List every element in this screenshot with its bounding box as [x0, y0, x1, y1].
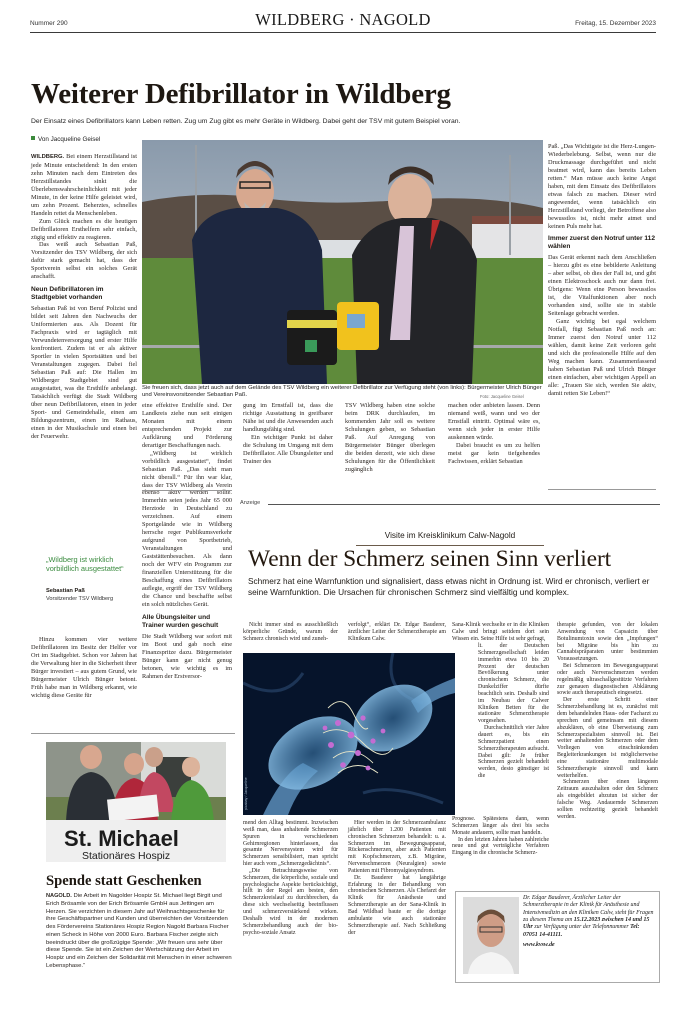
- paragraph: „Die Betrachtungsweise von Schmerzen, die körperliche, soziale und psychologische Aspekte berücksichtigt, hilft in der Regel am besten, den Schmerzkreislauf zu durchbrechen, da diese sich wechselseitig beeinflussen und schmerzverstärkend wirken. Deshalb wird in der modernen Schmerzbehandlung auch der bio-psycho-soziale Ansatz: [243, 867, 338, 936]
- paragraph: Prognose. Spätestens dann, wenn Schmerzen länger als drei bis sechs Monate andauern, sollte man handeln.: [452, 816, 549, 836]
- article-column-4: [345, 402, 435, 474]
- paragraph: Sana-Klinik wechselte er in die Kliniken Calw und bringt seitdem dort sein Wissen ein. Seine Hilfe ist sehr gefragt,: [452, 622, 549, 642]
- ad-column-1-bottom: [243, 820, 338, 936]
- photo-defibrillator-handover: [142, 140, 543, 384]
- section-divider: [31, 733, 235, 734]
- paragraph: gung im Ernstfall ist, dass die richtige Ausstattung in greifbarer Nähe ist und die Anwesenden auch handlungsfähig sind.: [243, 402, 333, 433]
- paragraph: eine effektive Ersthilfe sind. Der Landkreis ziehe nun seit einigen Monaten mit einem entsprechenden Projekt zur Aufklärung und Förderung derartiger Beschaffungen nach.: [142, 402, 232, 449]
- paragraph: Die Stadt Wildberg war sofort mit im Boot und gab noch eine Finanzspritze dazu. Bürgermeister Bünger kann gar nicht genug betonen, wie wichtig es im Rahmen der Erstversor-: [142, 632, 232, 680]
- paragraph: Dabei braucht es um zu helfen meist gar kein tiefgehendes Fachwissen, erklärt Sebastian: [448, 441, 540, 465]
- article-photo: [142, 140, 543, 384]
- dateline: WILDBERG.: [31, 154, 65, 160]
- ad-column-4: [557, 622, 658, 820]
- ad-column-3-wrap: [478, 643, 549, 780]
- subheading: Neun Defibrillatoren im Stadtgebiet vorhanden: [31, 286, 104, 302]
- spende-text: NAGOLD. Die Arbeit im Nagolder Hospiz St. Michael liegt Birgit und Erich Brösamle von der Erich Brösamle GmbH aus Jettingen am Herzen. Sie verzichten in diesem Jahr auf Weihnachtsgeschenke für ihre Geschäftspartner und Kunden und überreichten der Vorsitzenden des Fördervereins Stationäres Hospiz Region Nagold Barbara Fischer einen Scheck in Höhe von 2000 Euro. Barbara Fischer zeigte sich beeindruckt über die großzügige Spende: „Wir freuen uns sehr über diese Spende. Sie ist ein Zeichen der Wertschätzung der Arbeit im Hospiz und ein Zeichen der Solidarität mit Menschen in einer schweren Lebensphase.“: [46, 893, 232, 969]
- paragraph: therapie gefunden, von der lokalen Anwendung von Capsaicin über Botulinumtoxin sowie den „Impfungen“ bei Migräne bis hin zu Cannabispräparaten unter bestimmten Voraussetzungen.: [557, 622, 658, 663]
- issue-date: Freitag, 15. Dezember 2023: [575, 20, 656, 27]
- hospiz-sign-line1: St. Michael: [64, 826, 179, 851]
- ad-column-2-top: [348, 622, 446, 643]
- paragraph: Ganz wichtig bei egal welchem Notfall, fügt Sebastian Paß noch an: Immer zuerst den Notruf unter 112 wählen, damit keine Zeit verloren geht und sich die professionelle Hilfe auf den Weg machen kann. Zusammenfassend haben Sebastian Paß und Ulrich Bünger einen einfachen, aber wichtigen Appell an alle: „Trauen Sie sich, werden Sie aktiv, damit retten Sie Leben!“: [548, 318, 656, 397]
- article-column-1-bottom: [31, 636, 137, 700]
- paragraph: Durchschnittlich vier Jahre dauert es, bis ein Schmerzpatient einen Schmerztherapeuten aufsucht. Dabei gilt: Je früher Schmerzen gezielt behandelt werden, desto günstiger ist die: [478, 725, 549, 780]
- byline: [31, 136, 100, 143]
- subheading: Alle Übungsleiter und Trainer wurden geschult: [142, 613, 219, 629]
- ad-label: Anzeige: [240, 500, 261, 506]
- paragraph: Sebastian Paß ist von Beruf Polizist und bildet seit Jahren den Nachwuchs der Uniformierten aus. Als Dozent für Fachpraxis wird er tagtäglich mit Verwundetenversorgung und erster Hilfe konfrontiert. Zudem ist er als aktiver Sportler in vielen Sportstätten und bei Veranstaltungen zugegen. Dabei fiel Sebastian Paß auf: Die Hallen im Wildberger Stadtgebiet sind gut ausgestattet, was die Ersthilfe anbelangt. Tatsächlich verfügt die Stadt Wildberg über neun Defibrillatoren, einen in jeder Sport- und Gemeindehalle, einen am Bildungszentrum, einen im Rathaus, einen in der Musikschule und einen bei der Feuerwehr.: [31, 305, 137, 440]
- ad-column-3-top: [452, 622, 549, 643]
- dateline: NAGOLD.: [46, 893, 72, 899]
- paragraph: machen oder anbieten lassen. Denn niemand weiß, wann und wo der Ernstfall eintritt. Optimal wäre es, wenn sich jeder in erster Hilfe auskennen würde.: [448, 402, 540, 441]
- article-headline: Weiterer Defibrillator in Wildberg: [31, 78, 451, 110]
- paragraph: Nicht immer sind es ausschließlich körperliche Gründe, warum der Schmerz chronisch wird und zuneh-: [243, 622, 338, 642]
- paragraph: Das weiß auch Sebastian Paß, Vorsitzender des TSV Wildberg, der sich dafür stark gemacht hat, dass der Sportverein selbst ein solches Gerät anschafft.: [31, 241, 137, 281]
- paragraph: Schmerzen über einen längeren Zeitraum auszuhalten oder den Schmerz als eingebildet abzutun ist sicher der falsche Weg. Andauernde Schmerzen sollten rechtzeitig gezielt behandelt werden.: [557, 779, 658, 820]
- subheading: Immer zuerst den Notruf unter 112 wählen: [548, 235, 655, 251]
- ad-kicker: Visite im Kreisklinikum Calw-Nagold: [384, 531, 516, 540]
- ad-column-1-top: [243, 622, 338, 643]
- paragraph: WILDBERG. Bei einem Herzstillstand ist jede Minute entscheidend: In den ersten zehn Minuten nach dem Eintreten des Herzstillstandes sinkt die Überlebenswahrscheinlichkeit mit jeder Minute, in der keine Hilfe geleistet wird, um zehn Prozent. Beherztes, schnelles Handeln rettet da Menschenleben.: [31, 153, 138, 217]
- article-subheadline: Der Einsatz eines Defibrillators kann Leben retten. Zug um Zug gibt es mehr Geräte in Wildberg. Dabei geht der TSV mit gutem Beispiel voran.: [31, 118, 461, 125]
- hospiz-sign-line2: Stationäres Hospiz: [82, 850, 171, 862]
- paragraph: Zum Glück machen es die heutigen Defibrillatoren Ersthelfern sehr einfach, zügig und effektiv zu reagieren.: [31, 217, 137, 241]
- pull-quote-role: Vorsitzender TSV Wildberg: [46, 596, 114, 602]
- byline-author: Von Jacqueline Geisel: [38, 136, 101, 143]
- paragraph: Bei Schmerzen im Bewegungsapparat oder auch Nervenschmerzen werden regelmäßig ultraschallgestützte Verfahren zur genauen diagnostischen Abklärung sowie auch therapeutisch eingesetzt.: [557, 663, 658, 697]
- ad-image-synapse: [243, 653, 455, 815]
- paragraph: Paß. „Das Wichtigste ist die Herz-Lungen-Wiederbelebung. Selbst, wenn nur die Druckmassage durchgeführt und nicht beatmet wird, kann das bereits Leben retten.“ Man müsse auch keine Angst haben, mit dem Einsatz des Defibrillators etwas falsch zu machen. Dieser wird angewendet, wenn tatsächlich ein Herzstillstand vorliegt, der Betroffene also bewusstlos ist, nicht mehr atmet und keinen Puls mehr hat.: [548, 143, 656, 230]
- paragraph: TSV Wildberg haben eine solche beim DRK durchlaufen, im kommenden Jahr soll es weitere Schulungen geben, so Sebastian Paß. Auf Anregung von Bürgermeister Bünger überlegen die beiden derzeit, wie sich diese Schulungen für die Öffentlichkeit zugänglich: [345, 402, 435, 473]
- article-column-1: [31, 153, 137, 440]
- ad-intro: Schmerz hat eine Warnfunktion und signalisiert, dass etwas nicht in Ordnung ist. Wird er chronisch, verliert er seine Warnfunktion. Die Ursachen für chronischen Schmerz sind vielfältig und komplex.: [248, 576, 650, 598]
- spende-headline: Spende statt Geschenken: [46, 873, 202, 889]
- paragraph: verfolgt“, erklärt Dr. Edgar Bauderer, ärztlicher Leiter der Schmerztherapie am Klinikum Calw.: [348, 622, 446, 642]
- ad-label-rule: [268, 504, 660, 505]
- photo-credit: Foto: Jacqueline Geisel: [480, 394, 524, 399]
- website-link[interactable]: www.kvsw.de: [523, 942, 555, 949]
- header-rule: [30, 32, 656, 33]
- paragraph: Das Gerät erkennt nach dem Anschließen – hierzu gibt es eine bebilderte Anleitung – aber selbst, ob dies der Fall ist, und gibt einen Elektroschock auch nur dann frei. Übrigens: Wenn eine Person bewusstlos ist, die Vitalfunktionen aber noch vorhanden sind, sollte sie in stabile Seitenlage gebracht werden.: [548, 254, 656, 318]
- section-title: WILDBERG · NAGOLD: [255, 10, 431, 29]
- ad-column-3-bottom: [452, 816, 549, 857]
- consultation-time: 15.12.2023 zwischen 14 und 15 Uhr: [523, 917, 650, 931]
- article-column-6: [548, 143, 656, 398]
- paragraph: Hier werden in der Schmerzambulanz jährlich über 1.200 Patienten mit chronischen Schmerzen behandelt: u. a. Schmerzen im Bewegungsapparat, Rückenschmerzen, aber auch Patienten mit Kopfschmerzen, z.B. Migräne, Nervenschmerzen (Neuralgien) sowie Patienten mit Fibromyalgiesyndrom.: [348, 820, 446, 874]
- photo-caption: Sie freuen sich, dass jetzt auch auf dem Gelände des TSV Wildberg ein weiterer Defibrillator zur Verfügung steht (von links): Bürgermeister Ulrich Bünger und Vereinsvorsitzender Sebastian Paß.: [142, 385, 542, 399]
- article-column-3: [243, 402, 333, 466]
- paragraph: Dr. Bauderer hat langjährige Erfahrung in der Behandlung von chronischen Schmerzen. Als Chefarzt der Klinik für Anästhesie und Schmerztherapie an der Sana-Klinik in Bad Wildbad baute er die dortige ambulante wie auch stationäre Schmerztherapie auf. Nach Schließung der: [348, 874, 446, 936]
- doctor-portrait: [463, 897, 519, 974]
- ad-image-credit: pixabay / Jacqueline: [244, 777, 248, 810]
- paragraph: Ein wichtiger Punkt ist daher die Schulung im Umgang mit dem Defibrillator. Alle Übungsleiter und Trainer des: [243, 433, 333, 465]
- section-divider: [142, 490, 232, 491]
- article-column-5: [448, 402, 540, 466]
- paragraph: mend den Alltag bestimmt. Inzwischen weiß man, dass anhaltende Schmerzen Spuren in verschiedenen Gehirnregionen hinterlassen, das gesamte Nervensystem wird für Schmerzen sensibilisiert, man spricht hier auch vom „Schmerzgedächtnis“.: [243, 820, 338, 868]
- byline-square-icon: [31, 136, 35, 140]
- doctor-portrait-image: [463, 897, 519, 974]
- phone-number[interactable]: Tel: 07051 14-41111.: [523, 924, 640, 938]
- article-column-2: [142, 402, 232, 681]
- hospiz-donation-photo: [46, 742, 226, 862]
- ad-headline: Wenn der Schmerz seinen Sinn verliert: [248, 546, 612, 572]
- pull-quote-name: Sebastian Paß: [46, 588, 85, 594]
- issue-number: Nummer 290: [30, 20, 68, 27]
- paragraph: lt. der Deutschen Schmerzgesellschaft leiden immerhin etwa 10 bis 20 Prozent der deutschen Bevölkerung unter chronischem Schmerz, die Dunkelziffer dürfte beachtlich sein. Deshalb sind im Neubau der Calwer Kliniken Betten für die stationäre Schmerztherapie vorgesehen.: [478, 643, 549, 725]
- paragraph: In den letzten Jahren haben zahlreiche neue und gut verträgliche Verfahren Eingang in die chronische Schmerz-: [452, 836, 549, 857]
- paragraph: Hinzu kommen vier weitere Defibrillatoren im Besitz der Helfer vor Ort im Stadtgebiet. Schon vor Jahren hat die Verwaltung hier in die Sicherheit ihrer Bürger investiert – aus gutem Grund, wie Bürgermeister Ulrich Bünger betont. Früh habe man in Wildberg erkannt, wie wichtig diese Geräte für: [31, 636, 137, 699]
- synapse-illustration: [243, 653, 455, 815]
- paragraph: „Wildberg ist wirklich vorbildlich ausgestattet“, findet Sebastian Paß. „Das sieht man nicht überall.“ Für ihn war klar, dass der TSV Wildberg als Verein ebenso aktiv werden sollte. Immerhin seien jedes Jahr 65 000 Herztode in Deutschland zu verzeichnen. Auf einem Sportgelände wie in Wildberg herrsche reger Publikumsverkehr aufgrund von Sportbetrieb, Veranstaltungen und Gaststättenbesuchen. Als dann noch der WFV ein Programm zur finanziellen Unterstützung für die Beschaffung eines Defibrillators auflegte, ergriff der TSV Wildberg die Chance und beschaffte selbst ein solch nützliches Gerät.: [142, 449, 232, 608]
- ad-column-2-bottom: [348, 820, 446, 936]
- contact-infobox-text: Dr. Edgar Bauderer, Ärztlicher Leiter der Schmerztherapie in der Klinik für Anästhesie und Intensivmedizin an den Kliniken Calw, steht für Fragen zu diesem Thema am 15.12.2023 zwischen 14 und 15 Uhr zur Verfügung unter der Telefonnummer Tel: 07051 14-41111. www.kvsw.de: [523, 895, 654, 949]
- paragraph: Der erste Schritt einer Schmerzbehandlung ist es, zunächst mit dem behandelnden Haus- oder Facharzt zu sprechen und gemeinsam mit diesem abzuklären, ob eine Überweisung zum Schmerzspezialisten sinnvoll ist. Bei weiter anhaltenden Schmerzen oder dem Vorliegen von einschränkenden Begleiterkrankungen ist möglicherweise eine stationäre multimodale Schmerztherapie sinnvoll und kann weiterhelfen.: [557, 697, 658, 779]
- spende-photo: [46, 742, 226, 862]
- pull-quote: „Wildberg ist wirklich vorbildlich ausgestattet“: [46, 555, 124, 573]
- section-divider: [548, 489, 656, 490]
